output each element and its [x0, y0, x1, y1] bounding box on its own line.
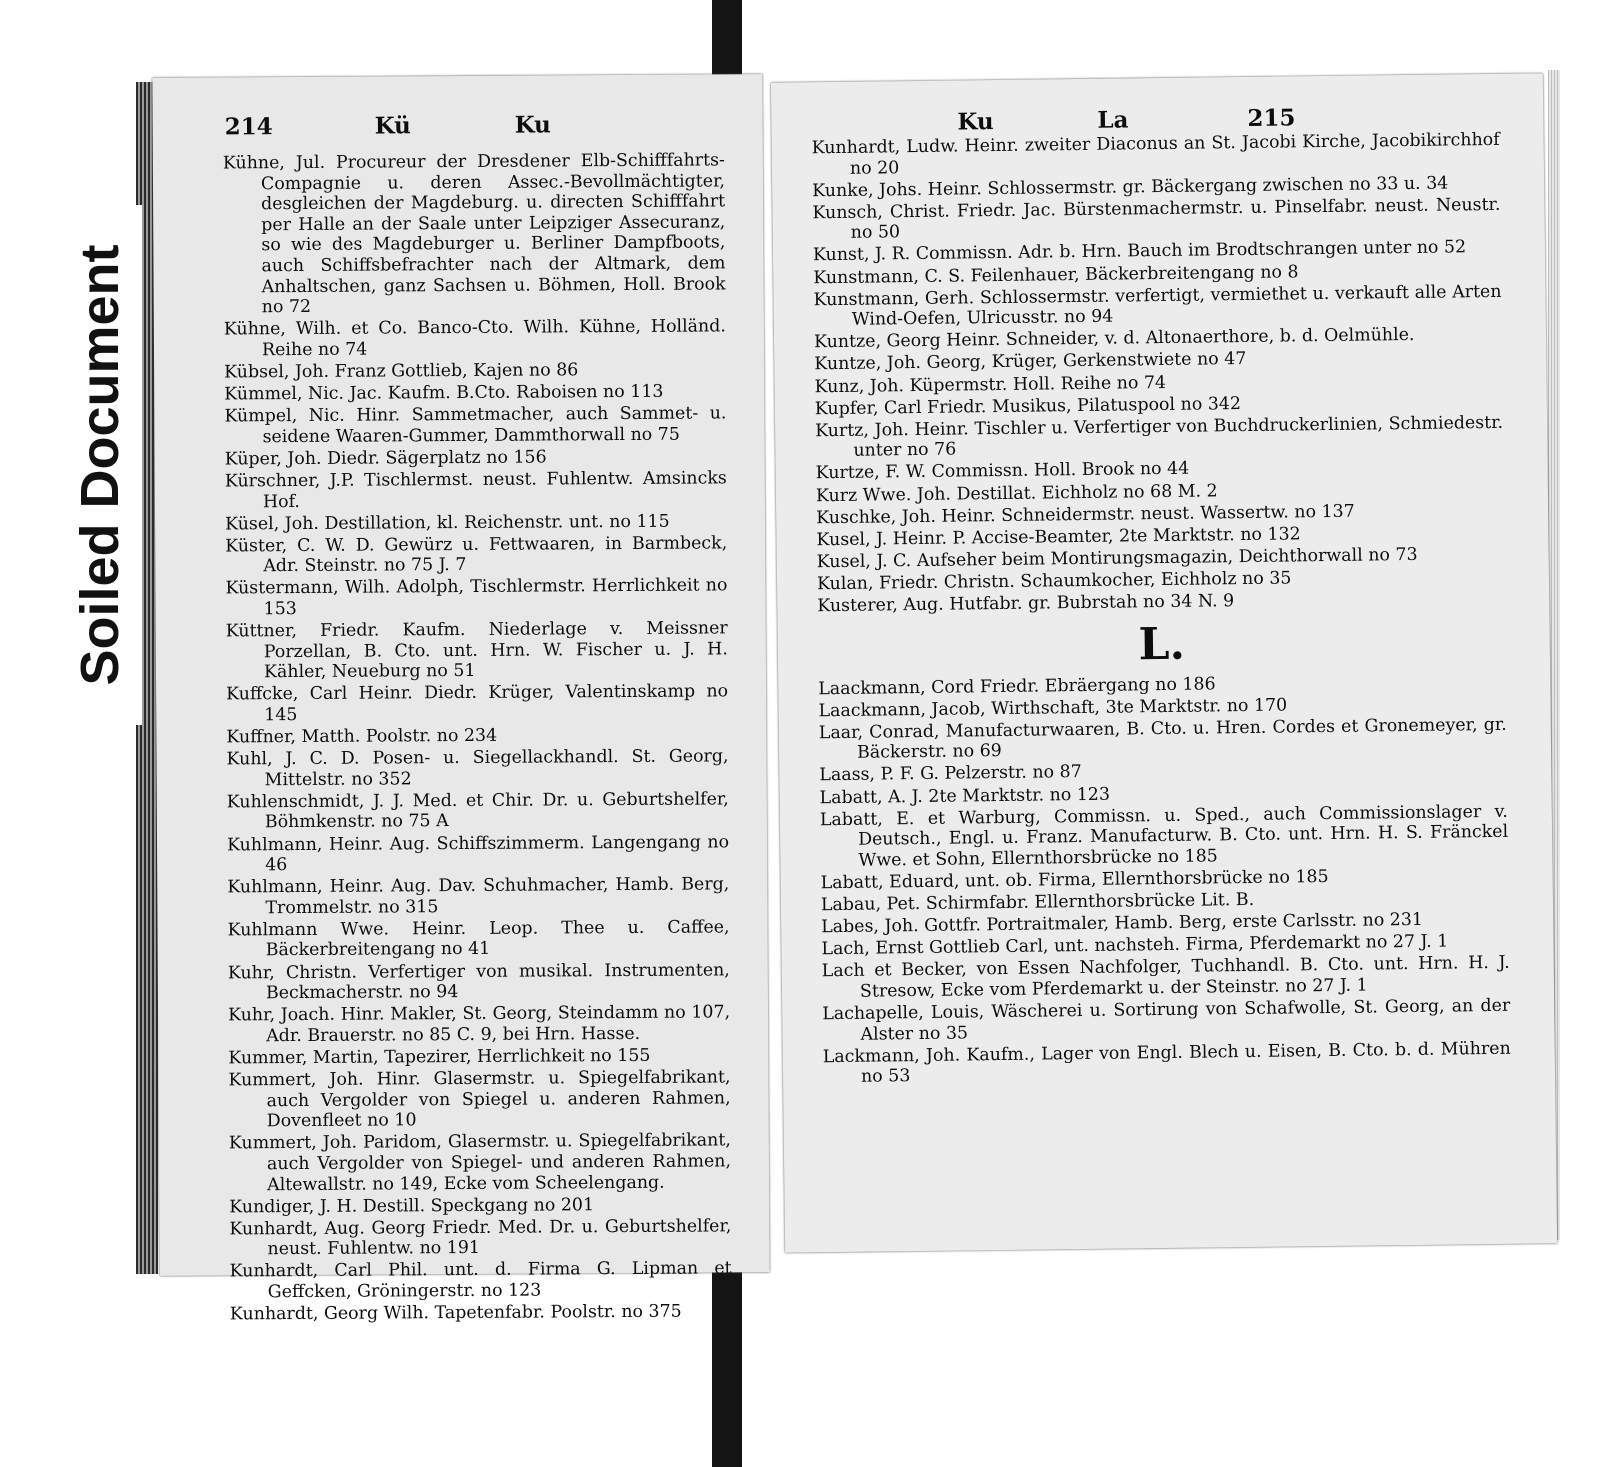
directory-entry: Küttner, Friedr. Kaufm. Niederlage v. Meissner Porzellan, B. Cto. unt. Hrn. W. Fischer u. J. H. Kähler, Neueburg no 51	[225, 618, 728, 683]
directory-entry: Kühne, Jul. Procureur der Dresdener Elb-Schifffahrts-Compagnie u. deren Assec.-Bevollmächtigter, desgleichen der Magdeburg. u. directen Schifffahrt per Halle an der Saale unter Leipziger Assecuranz, so wie des Magdeburger u. Berliner Dampfboots, auch Schiffsbefrachter nach der Altmark, dem Anhaltschen, ganz Sachsen u. Böhmen, Holl. Brook no 72	[222, 150, 726, 318]
page-number: 214	[224, 113, 273, 141]
left-page-header	[152, 74, 762, 141]
directory-entry: Kunke, Johs. Heinr. Schlossermstr. gr. Bäckergang zwischen no 33 u. 34	[812, 173, 1449, 201]
directory-entry: Kummert, Joh. Paridom, Glasermstr. u. Spiegelfabrikant, auch Vergolder von Spiegel- und anderen Rahmen, Altewallstr. no 149, Ecke vom Scheelengang.	[228, 1130, 732, 1195]
directory-entry: Küster, C. W. D. Gewürz u. Fettwaaren, in Barmbeck, Adr. Steinstr. no 75 J. 7	[225, 533, 728, 577]
directory-entry: Küsel, Joh. Destillation, kl. Reichenstr. unt. no 115	[225, 511, 670, 535]
directory-entry: Kunhardt, Georg Wilh. Tapetenfabr. Poolstr. no 375	[229, 1301, 682, 1325]
directory-entry: Kunstmann, C. S. Feilenhauer, Bäckerbreitengang no 8	[813, 261, 1299, 288]
running-head-left: Kü	[374, 112, 411, 140]
directory-entry: Kuschke, Joh. Heinr. Schneidermstr. neust. Wassertw. no 137	[816, 501, 1355, 528]
directory-entry: Kunsch, Christ. Friedr. Jac. Bürstenmachermstr. u. Pinselfabr. neust. Neustr. no 50	[812, 194, 1501, 244]
page-number: 215	[1247, 104, 1296, 132]
directory-entry: Kurz Wwe. Joh. Destillat. Eichholz no 68 M. 2	[815, 480, 1218, 506]
directory-entry: Kurtz, Joh. Heinr. Tischler u. Verfertiger von Buchdruckerlinien, Schmiedestr. unter no 76	[815, 412, 1504, 462]
right-ku-entries	[812, 130, 1506, 617]
directory-entry: Kummert, Joh. Hinr. Glasermstr. u. Spiegelfabrikant, auch Vergolder von Spiegel u. anderen Rahmen, Dovenfleet no 10	[228, 1067, 731, 1132]
directory-entry: Kuhr, Joach. Hinr. Makler, St. Georg, Steindamm no 107, Adr. Brauerstr. no 85 C. 9, bei Hrn. Hasse.	[228, 1002, 731, 1047]
directory-entry: Küper, Joh. Diedr. Sägerplatz no 156	[224, 447, 547, 470]
directory-entry: Labes, Joh. Gottfr. Portraitmaler, Hamb. Berg, erste Carlsstr. no 231	[821, 909, 1424, 938]
directory-entry: Lackmann, Joh. Kaufm., Lager von Engl. Blech u. Eisen, B. Cto. b. d. Mühren no 53	[822, 1038, 1511, 1087]
directory-entry: Kunstmann, Gerh. Schlossermstr. verfertigt, vermiethet u. verkauft alle Arten Wind-Oefen, Ulricusstr. no 94	[813, 281, 1502, 331]
directory-entry: Kulan, Friedr. Christn. Schaumkocher, Eichholz no 35	[816, 568, 1292, 595]
directory-entry: Kunhardt, Ludw. Heinr. zweiter Diaconus an St. Jacobi Kirche, Jacobikirchhof no 20	[811, 129, 1500, 179]
directory-entry: Kuffner, Matth. Poolstr. no 234	[226, 725, 498, 748]
directory-entry: Kuntze, Joh. Georg, Krüger, Gerkenstwiete no 47	[814, 349, 1247, 375]
directory-entry: Kundiger, J. H. Destill. Speckgang no 201	[229, 1194, 595, 1218]
directory-entry: Kunst, J. R. Commissn. Adr. b. Hrn. Bauch im Brodtschrangen unter no 52	[812, 237, 1467, 266]
stamp-label: Soiled Document	[70, 244, 130, 686]
directory-entry: Kuntze, Georg Heinr. Schneider, v. d. Altonaerthore, b. d. Oelmühle.	[813, 325, 1415, 353]
directory-entry: Labatt, Eduard, unt. ob. Firma, Ellernthorsbrücke no 185	[820, 866, 1329, 894]
left-page	[152, 74, 769, 1325]
directory-entry: Kunz, Joh. Küpermstr. Holl. Reihe no 74	[814, 372, 1167, 397]
directory-entry: Kuhlmann, Heinr. Aug. Schiffszimmerm. Langengang no 46	[226, 831, 730, 876]
directory-entry: Kümpel, Nic. Hinr. Sammetmacher, auch Sammet- u. seidene Waaren-Gummer, Dammthorwall no 75	[224, 403, 727, 447]
section-letter: L.	[1138, 618, 1186, 670]
directory-entry: Laass, P. F. G. Pelzerstr. no 87	[819, 762, 1082, 786]
right-l-entries	[818, 670, 1511, 1088]
right-entries	[772, 129, 1556, 1090]
directory-entry: Laar, Conrad, Manufacturwaaren, B. Cto. u. Hren. Cordes et Gronemeyer, gr. Bäckerstr. no 69	[818, 714, 1507, 764]
directory-entry: Kuffcke, Carl Heinr. Diedr. Krüger, Valentinskamp no 145	[226, 681, 729, 726]
directory-entry: Kunhardt, Aug. Georg Friedr. Med. Dr. u. Geburtshelfer, neust. Fuhlentw. no 191	[229, 1216, 732, 1260]
directory-entry: Kunhardt, Carl Phil. unt. d. Firma G. Lipman et Geffcken, Gröningerstr. no 123	[229, 1258, 732, 1303]
directory-entry: Kübsel, Joh. Franz Gottlieb, Kajen no 86	[224, 360, 579, 383]
directory-entry: Labau, Pet. Schirmfabr. Ellernthorsbrücke Lit. B.	[820, 889, 1255, 916]
directory-entry: Kühne, Wilh. et Co. Banco-Cto. Wilh. Kühne, Holländ. Reihe no 74	[223, 316, 726, 361]
directory-entry: Kuhlenschmidt, J. J. Med. et Chir. Dr. u. Geburtshelfer, Böhmkenstr. no 75 A	[226, 789, 729, 833]
directory-entry: Kuhl, J. C. D. Posen- u. Siegellackhandl. St. Georg, Mittelstr. no 352	[226, 746, 729, 790]
directory-entry: Laackmann, Jacob, Wirthschaft, 3te Marktstr. no 170	[818, 695, 1288, 721]
running-head-right: La	[1097, 106, 1129, 134]
directory-entry: Kurtze, F. W. Commissn. Holl. Brook no 44	[815, 459, 1190, 484]
directory-entry: Kummer, Martin, Tapezirer, Herrlichkeit no 155	[228, 1045, 651, 1069]
directory-entry: Kuhlmann Wwe. Heinr. Leop. Thee u. Caffee, Bäckerbreitengang no 41	[227, 917, 730, 961]
soiled-document-stamp	[58, 205, 142, 725]
running-head-left: Ku	[957, 108, 994, 136]
directory-entry: Kusterer, Aug. Hutfabr. gr. Bubrstah no 34 N. 9	[817, 591, 1235, 617]
left-entries	[153, 150, 770, 1327]
directory-entry: Lachapelle, Louis, Wäscherei u. Sortirung von Schafwolle, St. Georg, an der Alster no 35	[822, 995, 1511, 1045]
directory-entry: Labatt, E. et Warburg, Commissn. u. Sped., auch Commissionslager v. Deutsch., Engl. u. Franz. Manufacturw. B. Cto. unt. Hrn. H. S. Fränckel Wwe. et Sohn, Ellernthorsbrücke no 185	[819, 801, 1509, 871]
running-head-right: Ku	[514, 111, 551, 139]
directory-entry: Labatt, A. J. 2te Marktstr. no 123	[819, 784, 1111, 808]
directory-entry: Lach, Ernst Gottlieb Carl, unt. nachsteh. Firma, Pferdemarkt no 27 J. 1	[821, 931, 1449, 960]
directory-entry: Lach et Becker, von Essen Nachfolger, Tuchhandl. B. Cto. unt. Hrn. H. J. Stresow, Ecke vom Pferdemarkt u. der Steinstr. no 27 J. 1	[821, 953, 1510, 1002]
right-page	[771, 73, 1557, 1252]
directory-entry: Kürschner, J.P. Tischlermst. neust. Fuhlentw. Amsincks Hof.	[224, 468, 727, 512]
directory-entry: Kusel, J. C. Aufseher beim Montirungsmagazin, Deichthorwall no 73	[816, 544, 1418, 573]
directory-entry: Kuhlmann, Heinr. Aug. Dav. Schuhmacher, Hamb. Berg, Trommelstr. no 315	[227, 874, 730, 918]
directory-entry: Laackmann, Cord Friedr. Ebräergang no 186	[818, 673, 1216, 699]
directory-entry: Kümmel, Nic. Jac. Kaufm. B.Cto. Raboisen no 113	[224, 381, 664, 405]
directory-entry: Kupfer, Carl Friedr. Musikus, Pilatuspool no 342	[814, 393, 1242, 419]
directory-entry: Kusel, J. Heinr. P. Accise-Beamter, 2te Marktstr. no 132	[816, 524, 1301, 550]
directory-entry: Kuhr, Christn. Verfertiger von musikal. Instrumenten, Beckmacherstr. no 94	[227, 959, 730, 1004]
directory-entry: Küstermann, Wilh. Adolph, Tischlermstr. Herrlichkeit no 153	[225, 575, 728, 620]
